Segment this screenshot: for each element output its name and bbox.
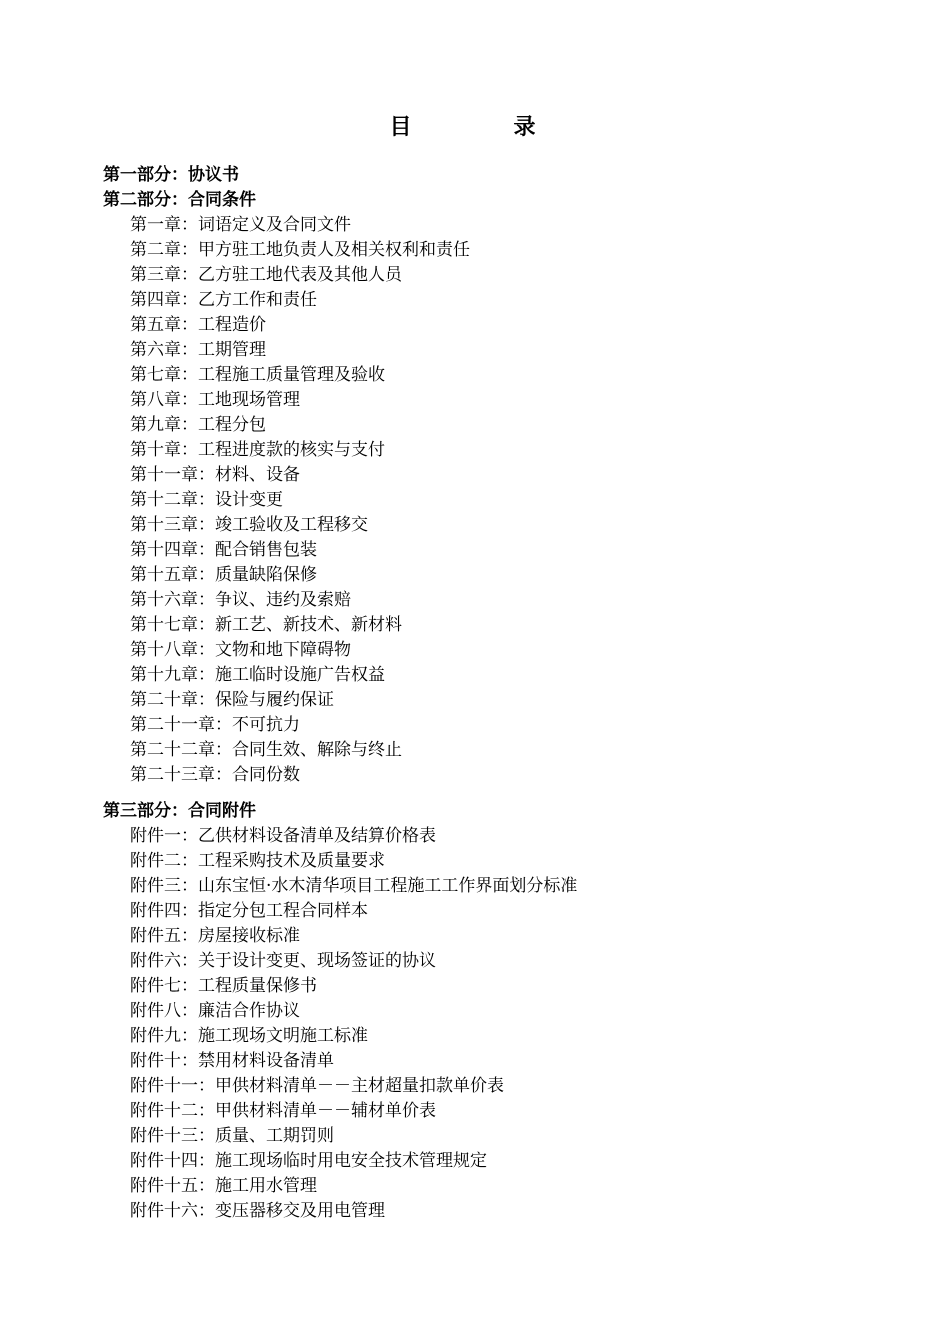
chapter-item: 第六章：工期管理 — [130, 340, 266, 360]
attachment-item: 附件十三：质量、工期罚则 — [130, 1126, 334, 1146]
attachment-item: 附件十六：变压器移交及用电管理 — [130, 1201, 385, 1221]
chapter-item: 第七章：工程施工质量管理及验收 — [130, 365, 385, 385]
part-heading-agreement: 第一部分：协议书 — [103, 165, 239, 185]
attachment-item: 附件八：廉洁合作协议 — [130, 1001, 300, 1021]
attachment-item: 附件七：工程质量保修书 — [130, 976, 317, 996]
attachment-item: 附件四：指定分包工程合同样本 — [130, 901, 368, 921]
chapter-list — [103, 213, 903, 788]
attachment-item: 附件一：乙供材料设备清单及结算价格表 — [130, 826, 436, 846]
chapter-item: 第一章：词语定义及合同文件 — [130, 215, 351, 235]
attachment-item: 附件十：禁用材料设备清单 — [130, 1051, 334, 1071]
attachment-item: 附件二：工程采购技术及质量要求 — [130, 851, 385, 871]
chapter-item: 第二十二章：合同生效、解除与终止 — [130, 740, 402, 760]
chapter-item: 第十三章：竣工验收及工程移交 — [130, 515, 368, 535]
chapter-item: 第二十一章：不可抗力 — [130, 715, 300, 735]
chapter-item: 第三章：乙方驻工地代表及其他人员 — [130, 265, 402, 285]
attachment-list — [103, 824, 903, 1224]
chapter-item: 第十七章：新工艺、新技术、新材料 — [130, 615, 402, 635]
chapter-item: 第二十章：保险与履约保证 — [130, 690, 334, 710]
chapter-item: 第十二章：设计变更 — [130, 490, 283, 510]
chapter-item: 第四章：乙方工作和责任 — [130, 290, 317, 310]
chapter-item: 第十四章：配合销售包装 — [130, 540, 317, 560]
page-title: 目 录 — [389, 114, 576, 140]
attachment-item: 附件九：施工现场文明施工标准 — [130, 1026, 368, 1046]
chapter-item: 第九章：工程分包 — [130, 415, 266, 435]
chapter-item: 第五章：工程造价 — [130, 315, 266, 335]
part-heading-attachments: 第三部分：合同附件 — [103, 801, 256, 821]
chapter-item: 第二十三章：合同份数 — [130, 765, 300, 785]
chapter-item: 第二章：甲方驻工地负责人及相关权利和责任 — [130, 240, 470, 260]
attachment-item: 附件六：关于设计变更、现场签证的协议 — [130, 951, 436, 971]
chapter-item: 第十章：工程进度款的核实与支付 — [130, 440, 385, 460]
attachment-item: 附件三：山东宝恒·水木清华项目工程施工工作界面划分标准 — [130, 876, 578, 896]
attachment-item: 附件五：房屋接收标准 — [130, 926, 300, 946]
attachment-item: 附件十四：施工现场临时用电安全技术管理规定 — [130, 1151, 487, 1171]
attachment-item: 附件十一：甲供材料清单－－主材超量扣款单价表 — [130, 1076, 504, 1096]
part-heading-conditions: 第二部分：合同条件 — [103, 190, 256, 210]
attachment-item: 附件十二：甲供材料清单－－辅材单价表 — [130, 1101, 436, 1121]
chapter-item: 第八章：工地现场管理 — [130, 390, 300, 410]
chapter-item: 第十九章：施工临时设施广告权益 — [130, 665, 385, 685]
chapter-item: 第十一章：材料、设备 — [130, 465, 300, 485]
chapter-item: 第十八章：文物和地下障碍物 — [130, 640, 351, 660]
chapter-item: 第十六章：争议、违约及索赔 — [130, 590, 351, 610]
attachment-item: 附件十五：施工用水管理 — [130, 1176, 317, 1196]
chapter-item: 第十五章：质量缺陷保修 — [130, 565, 317, 585]
table-of-contents — [103, 163, 903, 1224]
